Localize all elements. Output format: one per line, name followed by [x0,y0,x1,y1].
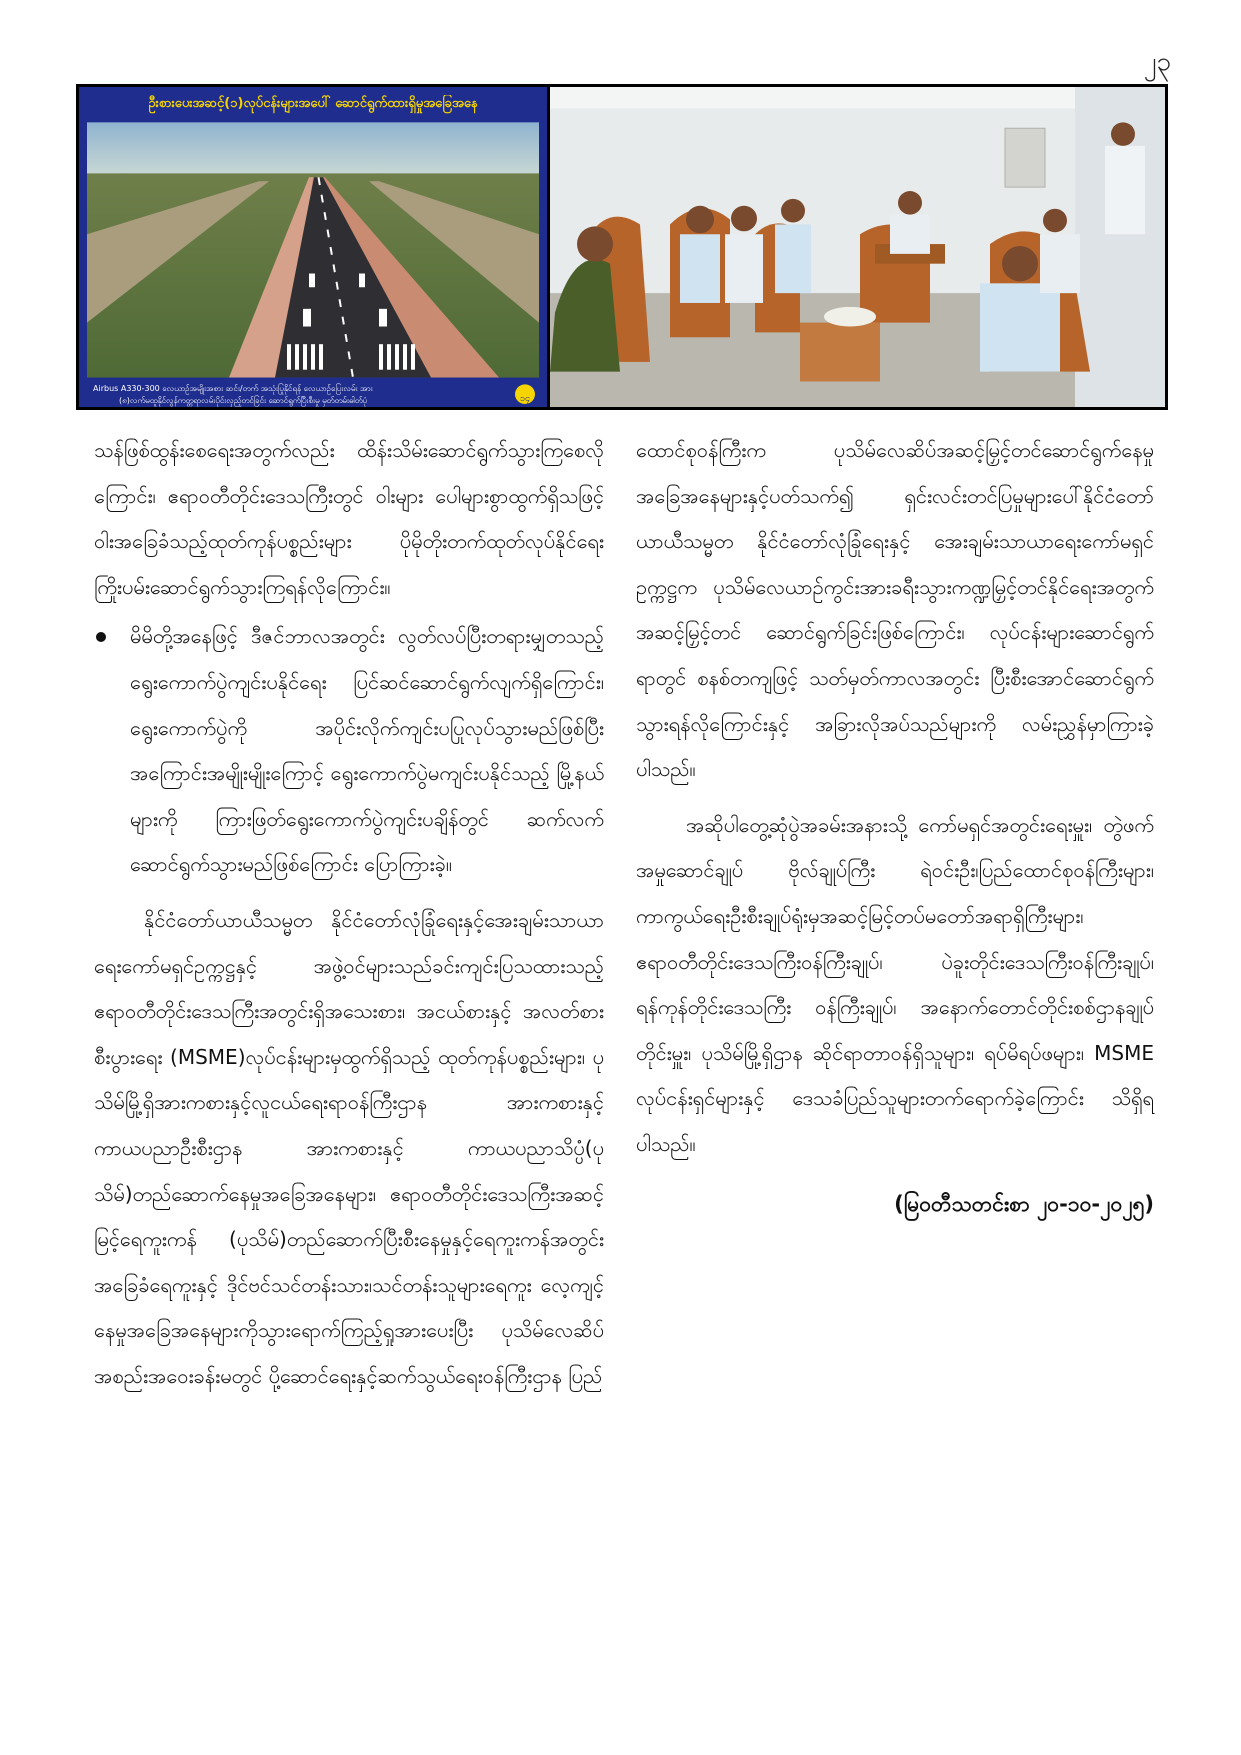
bullet-icon [96,632,106,642]
right-paragraph-attendees: အဆိုပါတွေ့ဆုံပွဲအခမ်းအနားသို့ ကော်မရှင်အတွင်းရေးမှူး၊ တွဲဖက်အမှုဆောင်ချုပ် ဗိုလ်ချုပ်ကြီး ရဲဝင်းဦး၊ပြည်ထောင်စုဝန်ကြီးများ၊ ကာကွယ်ရေးဦးစီးချုပ်ရုံးမှအဆင့်မြင့်တပ်မတော်အရာရှိကြီးများ၊ ဧရာဝတီတိုင်းဒေသကြီးဝန်ကြီးချုပ်၊ ပဲခူးတိုင်းဒေသကြီးဝန်ကြီးချုပ်၊ ရန်ကုန်တိုင်းဒေသကြီး ဝန်ကြီးချုပ်၊ အနောက်တောင်တိုင်းစစ်ဌာနချုပ်တိုင်းမှူး၊ ပုသိမ်မြို့ရှိဌာန ဆိုင်ရာတာဝန်ရှိသူများ၊ ရပ်မိရပ်ဖများ၊ MSME လုပ်ငန်းရှင်များနှင့် ဒေသခံပြည်သူများတက်ရောက်ခဲ့ကြောင်း သိရှိရပါသည်။ [636,812,1154,1156]
meeting-room-image [550,87,1165,407]
page-number: ၂၃ [1143,47,1171,77]
news-source: (မြဝတီသတင်းစာ ၂၀-၁၀-၂၀၂၅) [894,1191,1154,1216]
bullet-text: မိမိတို့အနေဖြင့် ဒီဇင်ဘာလအတွင်း လွတ်လပ်ပြီးတရားမျှတသည့် ရွေးကောက်ပွဲကျင်းပနိုင်ရေး ပြင်ဆင်ဆောင်ရွက်လျက်ရှိကြောင်း၊ ရွေးကောက်ပွဲကို အပိုင်းလိုက်ကျင်းပပြုလုပ်သွားမည်ဖြစ်ပြီး အကြောင်းအမျိုးမျိုးကြောင့် ရွေးကောက်ပွဲမကျင်းပနိုင်သည့် မြို့နယ်များကို ကြားဖြတ်ရွေးကောက်ပွဲကျင်းပချိန်တွင် ဆက်လက်ဆောင်ရွက်သွားမည်ဖြစ်ကြောင်း ပြောကြားခဲ့။ [130,624,604,877]
slide-caption-line1: Airbus A330-300 လေယာဉ်အမျိုးအစား ဆင်း/တက် အသုံးပြုနိုင်ရန် လေယာဉ်ပြေးလမ်း အား [93,384,373,393]
slide-caption-line2: (၈)လက်မထူနိုင်လွန်ကတ္တရာလမ်းပိုင်းလှည့်တင်ခြင်း ဆောင်ရွက်ပြီးစီးမှု မှတ်တမ်းဓါတ်ပုံ [119,396,368,405]
slide-number: ၁၄ [519,394,531,404]
left-paragraph-visit: နိုင်ငံတော်ယာယီသမ္မတ နိုင်ငံတော်လုံခြုံရေးနှင့်အေးချမ်းသာယာရေးကော်မရှင်ဥက္ကဋ္ဌနှင့် အဖွဲ့ဝင်များသည်ခင်းကျင်းပြသထားသည့် ဧရာဝတီတိုင်းဒေသကြီးအတွင်းရှိအသေးစား၊ အငယ်စားနှင့် အလတ်စား စီးပွားရေး (MSME)လုပ်ငန်းများမှထွက်ရှိသည့် ထုတ်ကုန်ပစ္စည်းများ၊ ပုသိမ်မြို့ရှိအားကစားနှင့်လူငယ်ရေးရာဝန်ကြီးဌာန အားကစားနှင့်ကာယပညာဦးစီးဌာန အားကစားနှင့် ကာယပညာသိပ္ပံ(ပုသိမ်)တည်ဆောက်နေမှုအခြေအနေများ၊ ဧရာဝတီတိုင်းဒေသကြီးအဆင့်မြင့်ရေကူးကန် (ပုသိမ်)တည်ဆောက်ပြီးစီးနေမှုနှင့်ရေကူးကန်အတွင်း အခြေခံရေကူးနှင့် ဒိုင်ဗင်သင်တန်းသား၊သင်တန်းသူများရေကူး လေ့ကျင့်နေမှုအခြေအနေများကိုသွားရောက်ကြည့်ရှုအားပေးပြီး ပုသိမ်လေဆိပ်အစည်းအဝေးခန်းမတွင် ပို့ဆောင်ရေးနှင့်ဆက်သွယ်ရေးဝန်ကြီးဌာန ပြည် [94,907,604,1388]
left-paragraph-continued: သန်ဖြစ်ထွန်းစေရေးအတွက်လည်း ထိန်းသိမ်းဆောင်ရွက်သွားကြစေလိုကြောင်း၊ ဧရာဝတီတိုင်းဒေသကြီးတွင် ဝါးများ ပေါများစွာထွက်ရှိသဖြင့် ဝါးအခြေခံသည့်ထုတ်ကုန်ပစ္စည်းများ ပိုမိုတိုးတက်ထုတ်လုပ်နိုင်ရေးကြိုးပမ်းဆောင်ရွက်သွားကြရန်လိုကြောင်း။ [94,438,604,599]
runway-slide-image [79,87,547,407]
meeting-room-photo [547,87,1165,407]
left-column [94,428,604,1399]
slide-caption-title: ဦးစားပေးအဆင့်(၁)လုပ်ငန်းများအပေါ် ဆောင်ရွက်ထားရှိမှုအခြေအနေ [148,96,478,111]
right-paragraph-continued: ထောင်စုဝန်ကြီးက ပုသိမ်လေဆိပ်အဆင့်မြှင့်တင်ဆောင်ရွက်နေမှုအခြေအနေများနှင့်ပတ်သက်၍ ရှင်းလင်းတင်ပြမှုများပေါ်နိုင်ငံတော်ယာယီသမ္မတ နိုင်ငံတော်လုံခြုံရေးနှင့် အေးချမ်းသာယာရေးကော်မရှင်ဥက္ကဋ္ဌက ပုသိမ်လေယာဉ်ကွင်းအားခရီးသွားကဏ္ဍမြှင့်တင်နိုင်ရေးအတွက် အဆင့်မြှင့်တင် ဆောင်ရွက်ခြင်းဖြစ်ကြောင်း၊ လုပ်ငန်းများဆောင်ရွက်ရာတွင် စနစ်တကျဖြင့် သတ်မှတ်ကာလအတွင်း ပြီးစီးအောင်ဆောင်ရွက်သွားရန်လိုကြောင်းနှင့် အခြားလိုအပ်သည်များကို လမ်းညွှန်မှာကြားခဲ့ပါသည်။ [636,438,1154,782]
right-column [636,428,1154,1227]
bullet-list-item [94,614,604,888]
runway-slide-photo [79,87,547,407]
photo-collage [76,84,1168,410]
